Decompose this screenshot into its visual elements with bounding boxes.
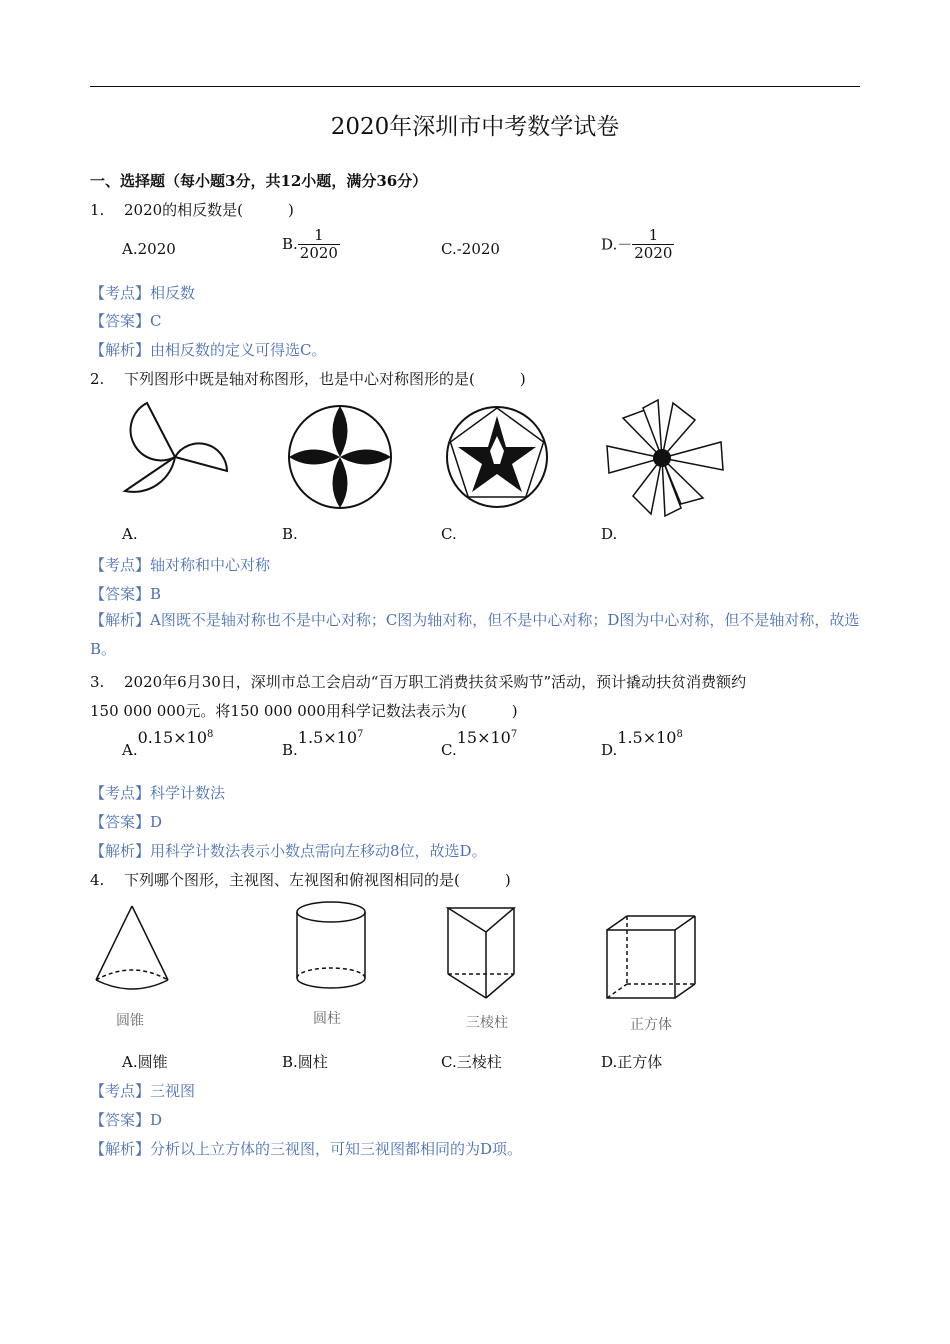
q1-kaodian: 【考点】相反数 — [90, 284, 196, 302]
q2-answer: 【答案】B — [90, 585, 162, 603]
header-rule — [90, 86, 860, 87]
question-text: 2020年6月30日，深圳市总工会启动“百万职工消费扶贫采购节”活动，预计撬动扶贫消费额约 — [124, 673, 747, 691]
question-3-line2: 150 000 000元。将150 000 000用科学记数法表示为( ) — [90, 702, 518, 720]
q2-option-b: B. — [282, 525, 298, 543]
q4-option-d: D.正方体 — [601, 1053, 663, 1071]
q3-option-a — [122, 728, 214, 759]
petal-figure-b — [285, 402, 395, 512]
star-figure-c — [444, 404, 550, 510]
fraction-numerator: 1 — [314, 226, 324, 244]
cube-figure — [603, 912, 703, 1004]
fan-figure-a — [115, 395, 235, 510]
question-text: 下列图形中既是轴对称图形，也是中心对称图形的是( ) — [124, 370, 526, 388]
question-2 — [90, 368, 526, 389]
cube-label: 正方体 — [630, 1017, 672, 1033]
option-label: D. — [601, 741, 618, 759]
question-1 — [90, 199, 294, 220]
q4-explanation: 【解析】分析以上立方体的三视图，可知三视图都相同的为D项。 — [90, 1140, 523, 1158]
question-number: 1. — [90, 201, 105, 219]
option-exponent: 8 — [676, 729, 683, 740]
q1-option-d — [601, 227, 674, 261]
q3-option-c — [441, 728, 518, 759]
option-value: 1.5×10 — [297, 728, 358, 747]
fraction-denominator: 2020 — [299, 243, 338, 262]
question-number: 2. — [90, 370, 105, 388]
option-value: 0.15×10 — [137, 728, 207, 747]
option-label: B. — [282, 741, 298, 759]
cylinder-label: 圆柱 — [313, 1011, 341, 1027]
q2-kaodian: 【考点】轴对称和中心对称 — [90, 556, 271, 574]
q1-option-c: C.-2020 — [441, 240, 500, 258]
fraction-numerator: 1 — [648, 226, 659, 244]
option-value: 15×10 — [456, 728, 511, 747]
question-4 — [90, 869, 511, 890]
pinwheel-figure-d — [603, 398, 727, 518]
question-3-line1 — [90, 671, 746, 692]
q4-option-a: A.圆锥 — [122, 1053, 168, 1071]
q1-option-b — [282, 227, 340, 261]
prism-label: 三棱柱 — [466, 1015, 508, 1031]
cylinder-figure — [293, 898, 373, 996]
option-label: C. — [441, 741, 457, 759]
q3-kaodian: 【考点】科学计数法 — [90, 784, 226, 802]
q1-option-a: A.2020 — [122, 240, 176, 258]
q2-explanation: 【解析】A图既不是轴对称也不是中心对称；C图为轴对称，但不是中心对称；D图为中心对称，但不是轴对称，故选B。 — [90, 611, 860, 658]
page-title: 2020年深圳市中考数学试卷 — [330, 114, 620, 140]
cone-label: 圆锥 — [116, 1013, 144, 1029]
q4-answer: 【答案】D — [90, 1111, 163, 1129]
q3-option-b — [282, 728, 364, 759]
q3-option-d — [601, 728, 683, 759]
option-exponent: 8 — [207, 729, 214, 740]
q3-answer: 【答案】D — [90, 813, 163, 831]
question-text: 下列哪个图形，主视图、左视图和俯视图相同的是( ) — [124, 871, 511, 889]
q4-option-c: C.三棱柱 — [441, 1053, 502, 1071]
q2-option-a: A. — [122, 525, 138, 543]
option-exponent: 7 — [357, 729, 364, 740]
option-value: 1.5×10 — [617, 728, 677, 747]
prism-figure — [442, 902, 522, 1002]
cone-figure — [92, 902, 174, 997]
question-number: 3. — [90, 673, 105, 691]
q3-explanation: 【解析】用科学计数法表示小数点需向左移动8位，故选D。 — [90, 842, 487, 860]
q4-kaodian: 【考点】三视图 — [90, 1082, 196, 1100]
q1-explanation: 【解析】由相反数的定义可得选C。 — [90, 341, 327, 359]
q2-option-c: C. — [441, 525, 457, 543]
section-heading: 一、选择题（每小题3分，共12小题，满分36分） — [90, 172, 428, 190]
question-text: 2020的相反数是( ) — [124, 201, 294, 219]
q4-option-b: B.圆柱 — [282, 1053, 328, 1071]
q2-option-d: D. — [601, 525, 618, 543]
option-label: B. — [282, 235, 298, 253]
q1-answer: 【答案】C — [90, 312, 162, 330]
option-label: D.－ — [601, 235, 633, 254]
option-label: A. — [122, 741, 138, 759]
fraction-denominator: 2020 — [634, 243, 673, 262]
option-exponent: 7 — [510, 729, 518, 740]
question-number: 4. — [90, 871, 105, 889]
